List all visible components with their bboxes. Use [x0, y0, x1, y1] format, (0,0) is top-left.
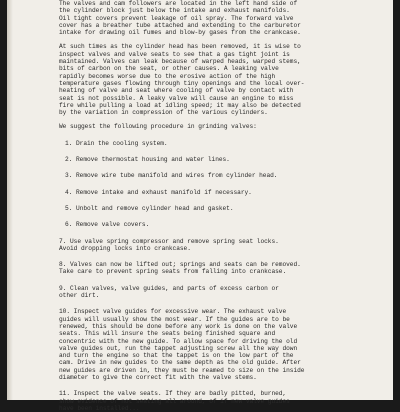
text-line: fire while pulling a load at idling speed; it may also be detected [59, 101, 301, 109]
document-body [59, 0, 379, 412]
text-line: seat is not possible. A leaky valve will cause an engine to miss [59, 94, 294, 102]
text-line: cover has a breather tube attached and extending to the carburetor [59, 21, 301, 29]
step-line: 10. Inspect valve guides for excessive wear. The exhaust valve [59, 308, 287, 316]
procedure-intro: We suggest the following procedure in grinding valves: [59, 123, 257, 131]
text-line: The valves and cam followers are located in the left hand side of [59, 0, 298, 7]
step-item [59, 140, 379, 147]
text-line: by the variation in compression of the various cylinders. [59, 109, 268, 117]
step-item [59, 308, 379, 381]
text-line: maintained. Valves can leak because of warped heads, warped stems, [59, 58, 301, 66]
step-line: valve guides out, run the tappet adjusting screw all the way down [59, 344, 298, 352]
step-line: and turn the engine so that the tappet is on the low part of the [59, 352, 294, 360]
step-line: renewed, this should be done before any work is done on the valve [59, 322, 298, 330]
text-line: the cylinder block just below the intake and exhaust manifolds. [59, 7, 290, 15]
step-item [59, 238, 379, 253]
step-item [59, 261, 379, 276]
step-line: 7. Use valve spring compressor and remove spring seat locks. [59, 237, 279, 245]
inspection-paragraph [59, 43, 379, 116]
step-line: 4. Remove intake and exhaust manifold if necessary. [65, 188, 252, 196]
step-line: show evidence of not seating all around, of if new valve guides [59, 397, 290, 405]
text-line: Oil tight covers prevent leakage of oil spray. The forward valve [59, 14, 294, 22]
step-item [59, 156, 379, 163]
step-line: 8. Valves can now be lifted out; springs and seats can be removed. [59, 261, 301, 269]
step-line: Avoid dropping locks into crankcase. [59, 244, 191, 252]
text-line: bits of carbon on the seat, or other causes. A leaking valve [59, 65, 279, 73]
step-line: guides will usually show the most wear. If the guides are to be [59, 315, 290, 323]
step-line: 5. Unbolt and remove cylinder head and gasket. [65, 204, 234, 212]
step-line: new guides are driven in, they must be reamed to size on the inside [59, 366, 305, 374]
text-line: inspect valves and valve seats to see that a gas tight joint is [59, 50, 290, 58]
step-line: have been installed... [59, 404, 140, 412]
step-line: 3. Remove wire tube manifold and wires from cylinder head. [65, 172, 278, 180]
text-line: heating of valve and seat where cooling of valve by contact with [59, 87, 294, 95]
step-line: Take care to prevent spring seats from falling into crankcase. [59, 268, 287, 276]
step-line: 11. Inspect the valve seats. If they are badly pitted, burned, [59, 390, 287, 398]
step-list [59, 140, 379, 412]
intro-paragraph [59, 0, 379, 36]
step-item [59, 189, 379, 196]
text-line: intake for drawing oil fumes and blow-by gases from the crankcase. [59, 29, 301, 37]
text-line: rapidly becomes worse due to the erosive action of the high [59, 72, 276, 80]
step-line: cam. Drive in new guides to the same depth as the old guide. After [59, 359, 301, 367]
step-line: other dirt. [59, 292, 100, 300]
step-item [59, 285, 379, 300]
step-item [59, 172, 379, 179]
step-item [59, 205, 379, 212]
text-line: At such times as the cylinder head has been removed, it is wise to [59, 43, 301, 51]
step-line: 6. Remove valve covers. [65, 221, 150, 229]
step-item [59, 390, 379, 412]
step-line: 1. Drain the cooling system. [65, 139, 168, 147]
document-page [7, 0, 393, 412]
page-fold-shadow [7, 0, 13, 400]
step-line: diameter to give the correct fit with the valve stems. [59, 373, 257, 381]
step-line: 2. Remove thermostat housing and water lines. [65, 156, 230, 164]
step-item [59, 221, 379, 228]
text-line: temperature gases flowing through tiny openings and the local over- [59, 79, 305, 87]
step-line: seats. This will insure the seats being finished square and [59, 330, 276, 338]
step-line: 9. Clean valves, valve guides, and parts of excess carbon or [59, 284, 279, 292]
step-line: concentric with the new guide. To allow space for driving the old [59, 337, 298, 345]
